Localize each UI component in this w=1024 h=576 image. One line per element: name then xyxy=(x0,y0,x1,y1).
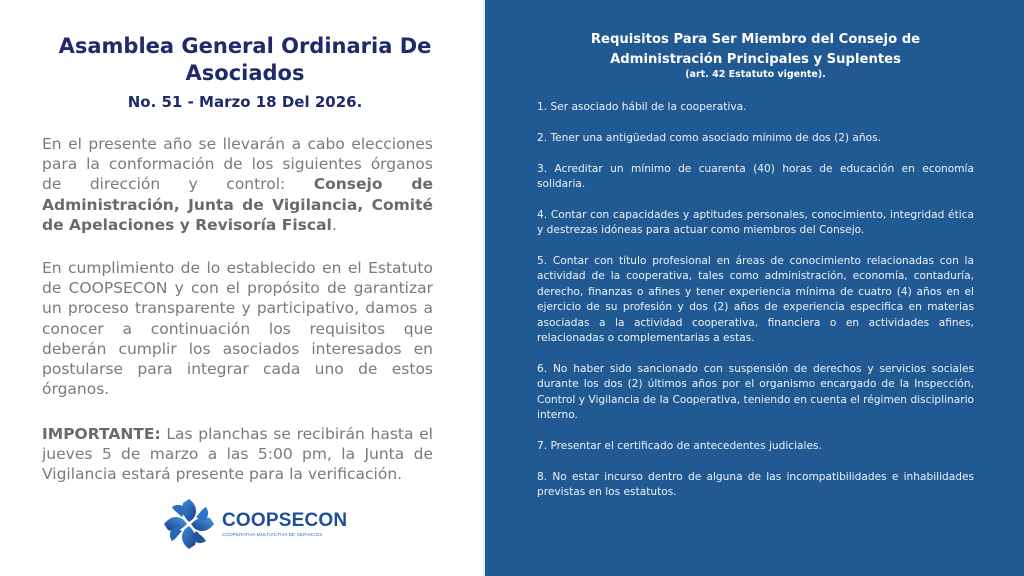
requirement-item: 2. Tener una antigüedad como asociado mínimo de dos (2) años. xyxy=(537,131,882,144)
important-text: Las planchas se recibirán hasta el jueves 5 de marzo a las 5:00 pm, la Junta de Vigilancia estará presente para la verificación. xyxy=(42,425,433,484)
requirement-item: 7. Presentar el certificado de antecedentes judiciales. xyxy=(537,439,822,452)
requirements-title-line2: Administración Principales y Suplentes xyxy=(610,52,901,67)
important-label: IMPORTANTE: xyxy=(42,425,161,443)
logo-tagline: COOPERATIVA MULTIACTIVA DE SERVICIOS xyxy=(222,532,323,537)
requirements-title xyxy=(485,30,1024,70)
coopsecon-logo xyxy=(162,494,348,554)
announcement-panel xyxy=(0,0,483,576)
requirement-item: 8. No estar incurso dentro de alguna de las incompatibilidades e inhabilidades previstas en los estatutos. xyxy=(537,470,974,499)
requirements-list xyxy=(537,100,974,516)
requirements-panel xyxy=(483,0,1024,576)
requirements-subtitle: (art. 42 Estatuto vigente). xyxy=(685,69,826,80)
logo-wordmark xyxy=(222,511,347,537)
requirement-item: 3. Acreditar un mínimo de cuarenta (40) horas de educación en economía solidaria. xyxy=(537,162,974,190)
important-paragraph xyxy=(42,424,433,485)
requirement-item: 5. Contar con título profesional en áreas de conocimiento relacionadas con la actividad de la cooperativa, tales como administración, economía, contaduría, derecho, finanzas o afines y tener experiencia mínima de cuatro (4) años en el ejercicio de su profesión y dos (2) años de experiencia especifica en materias asociadas a la actividad cooperativa, financiera o en actividades afines, relacionadas o complementarias a estas. xyxy=(537,255,974,345)
intro-bodies-list: Consejo de Administración, Junta de Vigilancia, Comité de Apelaciones y Revisoría Fiscal xyxy=(42,175,433,234)
assembly-subtitle: No. 51 - Marzo 18 Del 2026. xyxy=(127,93,363,111)
requirement-item: 6. No haber sido sancionado con suspensión de derechos y servicios sociales durante los dos (2) últimos años por el organismo encargado de la Inspección, Control y Vigilancia de la Cooperativa, teniendo en cuenta el régimen disciplinario interno. xyxy=(537,362,974,422)
requirement-item: 1. Ser asociado hábil de la cooperativa. xyxy=(537,101,747,113)
requirement-item: 4. Contar con capacidades y aptitudes personales, conocimiento, integridad ética y destrezas idóneas para actuar como miembros del Consejo. xyxy=(537,208,974,237)
intro-tail: . xyxy=(331,215,337,234)
assembly-title: Asamblea General Ordinaria De Asociados xyxy=(58,34,432,85)
intro-text: En el presente año se llevarán a cabo elecciones para la conformación de los siguientes órganos de dirección y control: xyxy=(42,135,433,194)
statute-paragraph: En cumplimiento de lo establecido en el Estatuto de COOPSECON y con el propósito de garantizar un proceso transparente y participativo, damos a conocer a continuación los requisitos que deberán cumplir los asociados interesados en postularse para integrar cada uno de estos órganos. xyxy=(42,259,433,399)
intro-paragraph xyxy=(42,134,433,235)
coopsecon-logo-icon xyxy=(162,497,216,551)
logo-name: COOPSECON xyxy=(222,510,348,531)
requirements-title-line1: Requisitos Para Ser Miembro del Consejo de xyxy=(590,32,921,47)
